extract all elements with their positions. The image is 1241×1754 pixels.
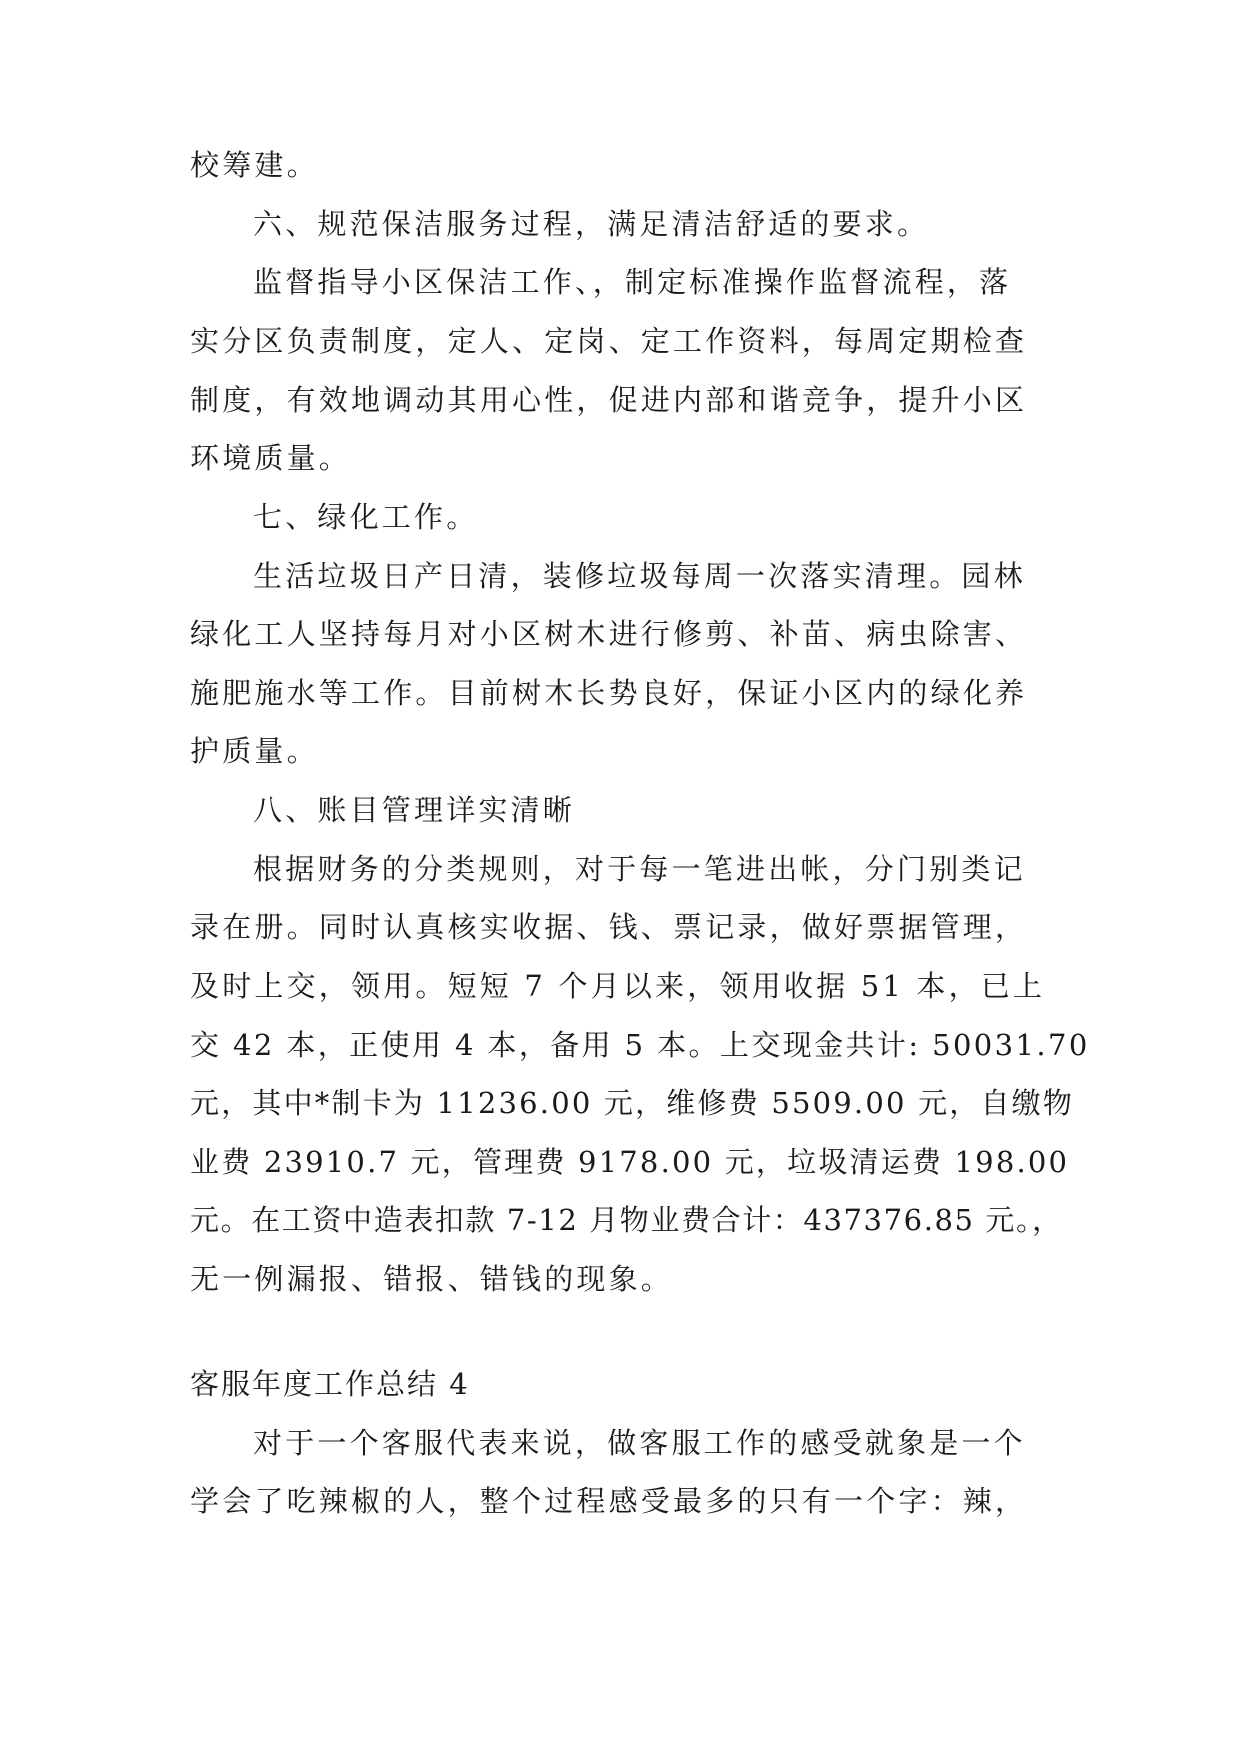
section-heading-six: 六、规范保洁服务过程，满足清洁舒适的要求。 bbox=[253, 207, 930, 241]
paragraph-line: 校筹建。 bbox=[190, 148, 319, 182]
paragraph-line: 生活垃圾日产日清，装修垃圾每周一次落实清理。园林 bbox=[253, 559, 1026, 593]
paragraph-line: 无一例漏报、错报、错钱的现象。 bbox=[190, 1262, 674, 1296]
paragraph-line: 及时上交，领用。短短 7 个月以来，领用收据 51 本，已上 bbox=[190, 969, 1046, 1003]
paragraph-line: 绿化工人坚持每月对小区树木进行修剪、补苗、病虫除害、 bbox=[190, 617, 1028, 651]
paragraph-line: 交 42 本，正使用 4 本，备用 5 本。上交现金共计: 50031.70 bbox=[190, 1028, 1090, 1062]
paragraph-line: 录在册。同时认真核实收据、钱、票记录，做好票据管理， bbox=[190, 910, 1028, 944]
paragraph-line: 根据财务的分类规则，对于每一笔进出帐，分门别类记 bbox=[253, 852, 1026, 886]
paragraph-line: 业费 23910.7 元，管理费 9178.00 元，垃圾清运费 198.00 bbox=[190, 1145, 1070, 1179]
paragraph-line: 元，其中*制卡为 11236.00 元，维修费 5509.00 元，自缴物 bbox=[190, 1086, 1075, 1120]
section-heading-seven: 七、绿化工作。 bbox=[253, 500, 479, 534]
article-title: 客服年度工作总结 4 bbox=[190, 1367, 470, 1401]
paragraph-line: 元。在工资中造表扣款 7-12 月物业费合计：437376.85 元。， bbox=[190, 1203, 1063, 1237]
section-heading-eight: 八、账目管理详实清晰 bbox=[253, 793, 576, 827]
paragraph-line: 环境质量。 bbox=[190, 441, 352, 475]
paragraph-line: 对于一个客服代表来说，做客服工作的感受就象是一个 bbox=[253, 1426, 1026, 1460]
paragraph-line: 施肥施水等工作。目前树木长势良好，保证小区内的绿化养 bbox=[190, 676, 1028, 710]
paragraph-line: 护质量。 bbox=[190, 734, 319, 768]
paragraph-line: 监督指导小区保洁工作、，制定标准操作监督流程，落 bbox=[253, 265, 1012, 299]
paragraph-line: 制度，有效地调动其用心性，促进内部和谐竞争，提升小区 bbox=[190, 383, 1028, 417]
paragraph-line: 学会了吃辣椒的人，整个过程感受最多的只有一个字：辣， bbox=[190, 1484, 1028, 1518]
paragraph-line: 实分区负责制度，定人、定岗、定工作资料，每周定期检查 bbox=[190, 324, 1028, 358]
